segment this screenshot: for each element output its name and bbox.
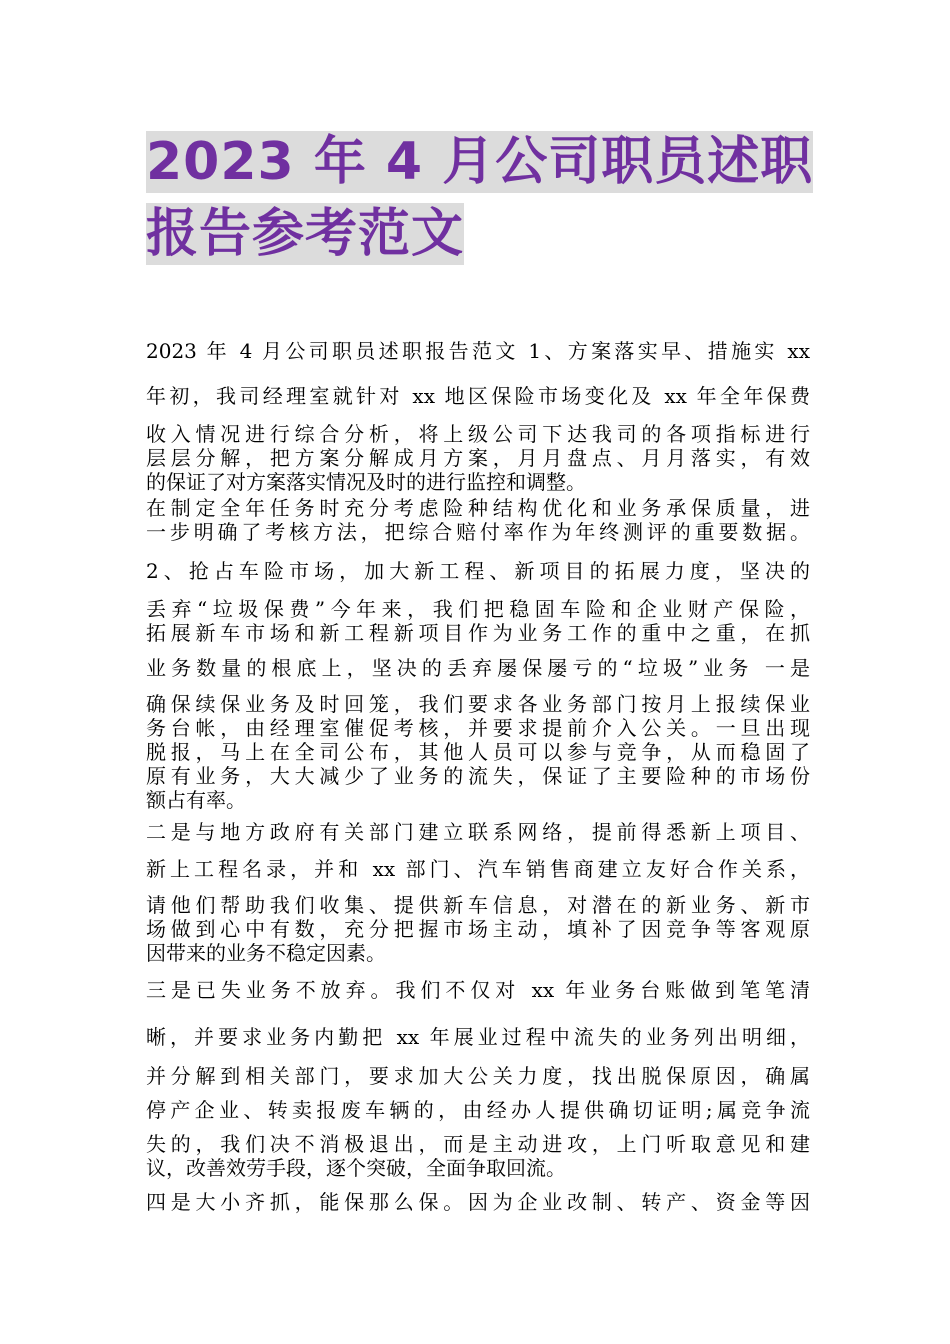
body-line: 因带来的业务不稳定因素。 xyxy=(146,941,386,965)
body-line: 晰，并要求业务内勤把 xx 年展业过程中流失的业务列出明细， xyxy=(146,1025,810,1049)
body-line: 并分解到相关部门，要求加大公关力度，找出脱保原因，确属 xyxy=(146,1064,810,1088)
body-line: 失的，我们决不消极退出，而是主动进攻，上门听取意见和建 xyxy=(146,1132,810,1156)
body-line: 场做到心中有数，充分把握市场主动，填补了因竞争等客观原 xyxy=(146,917,810,941)
body-line: 收入情况进行综合分析，将上级公司下达我司的各项指标进行 xyxy=(146,422,810,446)
body-line: 四是大小齐抓，能保那么保。因为企业改制、转产、资金等因 xyxy=(146,1190,810,1214)
body-line: 停产企业、转卖报废车辆的，由经办人提供确切证明;属竞争流 xyxy=(146,1098,810,1122)
body-line: 业务数量的根底上，坚决的丢弃屡保屡亏的“垃圾”业务 一是 xyxy=(146,656,810,680)
body-line: 一步明确了考核方法，把综合赔付率作为年终测评的重要数据。 xyxy=(146,520,810,544)
body-line: 议，改善效劳手段，逐个突破，全面争取回流。 xyxy=(146,1156,566,1180)
body-line: 拓展新车市场和新工程新项目作为业务工作的重中之重，在抓 xyxy=(146,621,810,645)
body-line: 三是已失业务不放弃。我们不仅对 xx 年业务台账做到笔笔清 xyxy=(146,978,810,1002)
body-line: 的保证了对方案落实情况及时的进行监控和调整。 xyxy=(146,470,586,494)
body-line: 务台帐，由经理室催促考核，并要求提前介入公关。一旦出现 xyxy=(146,716,810,740)
body-line: 丢弃“垃圾保费”今年来，我们把稳固车险和企业财产保险， xyxy=(146,597,810,621)
body-line: 2023 年 4 月公司职员述职报告范文 1、方案落实早、措施实 xx xyxy=(146,339,810,363)
body-line: 2、抢占车险市场，加大新工程、新项目的拓展力度，坚决的 xyxy=(146,559,810,583)
document-title-line-2: 报告参考范文 xyxy=(146,204,465,264)
body-line: 请他们帮助我们收集、提供新车信息，对潜在的新业务、新市 xyxy=(146,893,810,917)
body-line: 确保续保业务及时回笼，我们要求各业务部门按月上报续保业 xyxy=(146,692,810,716)
body-line: 新上工程名录，并和 xx 部门、汽车销售商建立友好合作关系， xyxy=(146,857,810,881)
body-line: 层层分解，把方案分解成月方案，月月盘点、月月落实，有效 xyxy=(146,446,810,470)
document-title-line-1: 2023 年 4 月公司职员述职 xyxy=(146,132,814,192)
body-line: 原有业务，大大减少了业务的流失，保证了主要险种的市场份 xyxy=(146,764,810,788)
body-line: 脱报，马上在全司公布，其他人员可以参与竞争，从而稳固了 xyxy=(146,740,810,764)
body-line: 在制定全年任务时充分考虑险种结构优化和业务承保质量，进 xyxy=(146,496,810,520)
body-line: 年初，我司经理室就针对 xx 地区保险市场变化及 xx 年全年保费 xyxy=(146,384,810,408)
body-line: 额占有率。 xyxy=(146,788,246,812)
body-line: 二是与地方政府有关部门建立联系网络，提前得悉新上项目、 xyxy=(146,820,810,844)
